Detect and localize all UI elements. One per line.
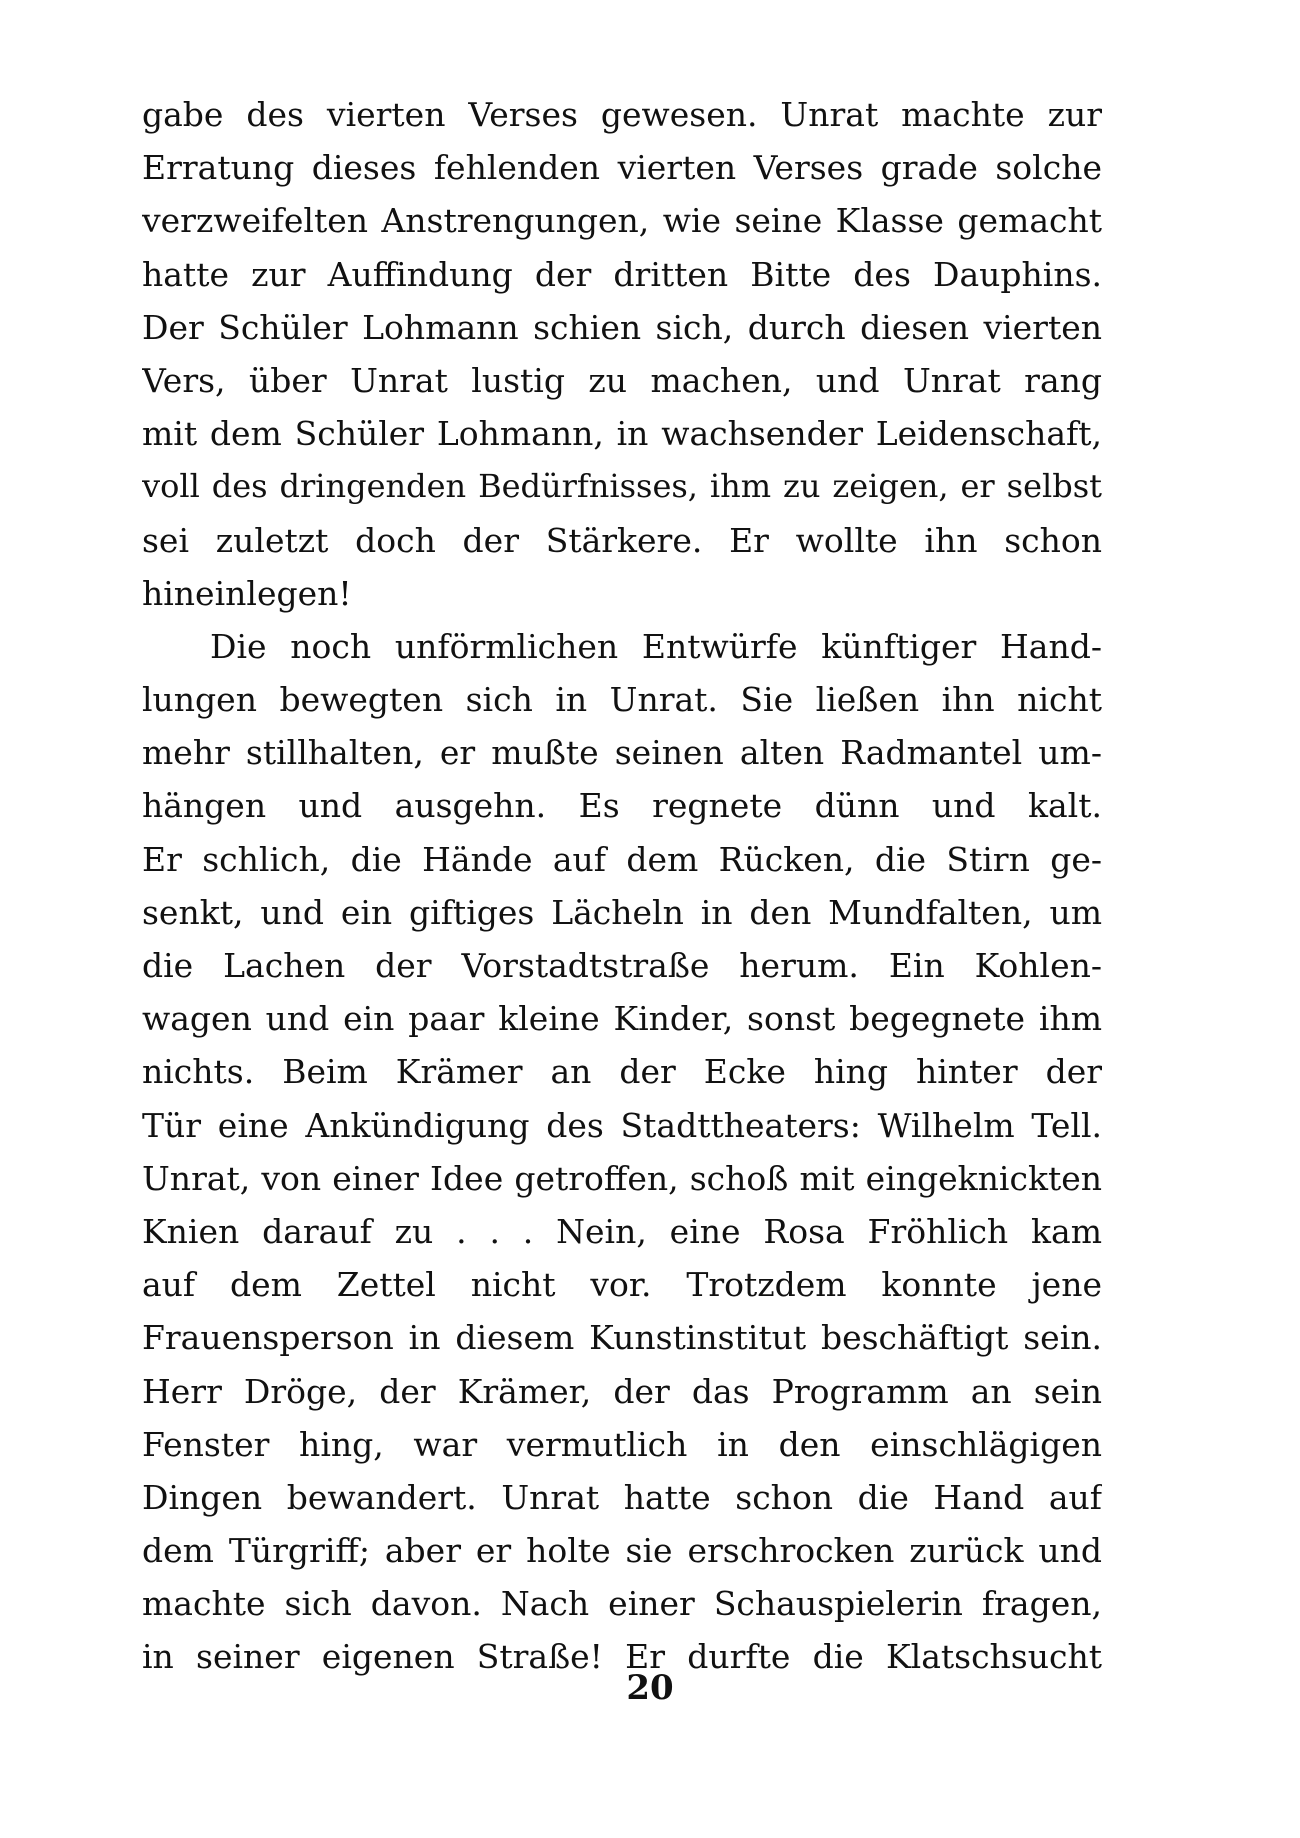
text-line: Unrat, von einer Idee getroffen, schoß mit eingeknickten <box>142 1158 1102 1198</box>
text-line: Fenster hing, war vermutlich in den einschlägigen <box>142 1424 1102 1464</box>
text-line: die Lachen der Vorstadtstraße herum. Ein Kohlen- <box>142 946 1102 985</box>
text-line: Tür eine Ankündigung des Stadttheaters: Wilhelm Tell. <box>142 1105 1102 1145</box>
text-line: mehr stillhalten, er mußte seinen alten Radmantel um- <box>142 733 1102 773</box>
text-line: dem Türgriff; aber er holte sie erschrocken zurück und <box>142 1531 1102 1571</box>
body-text <box>142 88 1102 1684</box>
text-line: Frauensperson in diesem Kunstinstitut beschäftigt sein. <box>142 1318 1102 1358</box>
text-line: Der Schüler Lohmann schien sich, durch diesen vierten <box>142 307 1102 347</box>
text-line: verzweifelten Anstrengungen, wie seine Klasse gemacht <box>142 201 1102 241</box>
text-line: Die noch unförmlichen Entwürfe künftiger Hand- <box>210 626 1102 666</box>
text-line: mit dem Schüler Lohmann, in wachsender Leidenschaft, <box>142 414 1102 454</box>
text-line: nichts. Beim Krämer an der Ecke hing hinter der <box>142 1052 1102 1092</box>
text-line: hatte zur Auffindung der dritten Bitte des Dauphins. <box>142 254 1102 294</box>
text-line: lungen bewegten sich in Unrat. Sie ließen ihn nicht <box>142 680 1102 720</box>
text-line: Vers, über Unrat lustig zu machen, und Unrat rang <box>142 360 1102 400</box>
text-line: voll des dringenden Bedürfnisses, ihm zu zeigen, er selbst <box>142 467 1102 506</box>
text-line: wagen und ein paar kleine Kinder, sonst begegnete ihm <box>142 999 1102 1039</box>
text-line: sei zuletzt doch der Stärkere. Er wollte ihn schon <box>142 520 1102 560</box>
text-line: senkt, und ein giftiges Lächeln in den Mundfalten, um <box>142 892 1102 932</box>
text-line: auf dem Zettel nicht vor. Trotzdem konnte jene <box>142 1265 1102 1305</box>
text-line: machte sich davon. Nach einer Schauspielerin fragen, <box>142 1584 1102 1624</box>
text-line: Erratung dieses fehlenden vierten Verses grade solche <box>142 148 1102 188</box>
text-line: in seiner eigenen Straße! Er durfte die Klatschsucht <box>142 1637 1102 1677</box>
text-line: Er schlich, die Hände auf dem Rücken, die Stirn ge- <box>142 839 1102 879</box>
page-number: 20 <box>626 1668 674 1708</box>
text-line: gabe des vierten Verses gewesen. Unrat machte zur <box>142 95 1102 134</box>
text-line: hineinlegen! <box>142 573 352 613</box>
text-line: Knien darauf zu . . . Nein, eine Rosa Fröhlich kam <box>142 1211 1102 1251</box>
text-line: Dingen bewandert. Unrat hatte schon die Hand auf <box>142 1477 1102 1517</box>
text-line: Herr Dröge, der Krämer, der das Programm an sein <box>142 1371 1102 1411</box>
text-line: hängen und ausgehn. Es regnete dünn und kalt. <box>142 786 1102 826</box>
